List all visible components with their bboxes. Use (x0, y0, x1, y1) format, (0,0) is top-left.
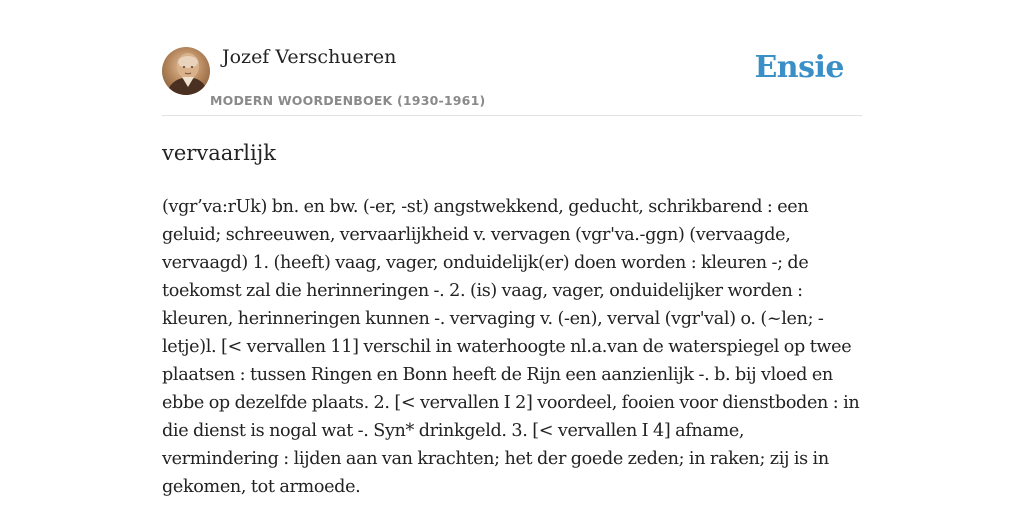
page-header (162, 45, 862, 115)
entry-definition: (vgr’va:rUk) bn. en bw. (-er, -st) angstwekkend, geducht, schrikbarend : een geluid; schreeuwen, vervaarlijkheid v. vervagen (vgr'va.-ggn) (vervaagde, vervaagd) 1. (heeft) vaag, vager, onduidelijk(er) doen worden : kleuren -; de toekomst zal die herinneringen -. 2. (is) vaag, vager, onduidelijker worden : kleuren, herinneringen kunnen -. vervaging v. (-en), verval (vgr'val) o. (~len; -letje)l. [< vervallen 11] verschil in waterhoogte nl.a.van de waterspiegel op twee plaatsen : tussen Ringen en Bonn heeft de Rijn een aanzienlijk -. b. bij vloed en ebbe op dezelfde plaats. 2. [< vervallen I 2] voordeel, fooien voor dienstboden : in die dienst is nogal wat -. Syn* drinkgeld. 3. [< vervallen I 4] afname, vermindering : lijden aan van krachten; het der goede zeden; in raken; zij is in gekomen, tot armoede. (162, 197, 860, 497)
author-portrait-icon (162, 47, 210, 95)
author-name[interactable]: Jozef Verschueren (222, 46, 397, 68)
brand-logo[interactable]: Ensie (754, 50, 844, 85)
author-avatar[interactable] (162, 47, 210, 95)
source-name[interactable]: MODERN WOORDENBOEK (1930-1961) (210, 93, 486, 108)
entry-headword: vervaarlijk (162, 141, 276, 165)
header-divider (162, 115, 862, 116)
